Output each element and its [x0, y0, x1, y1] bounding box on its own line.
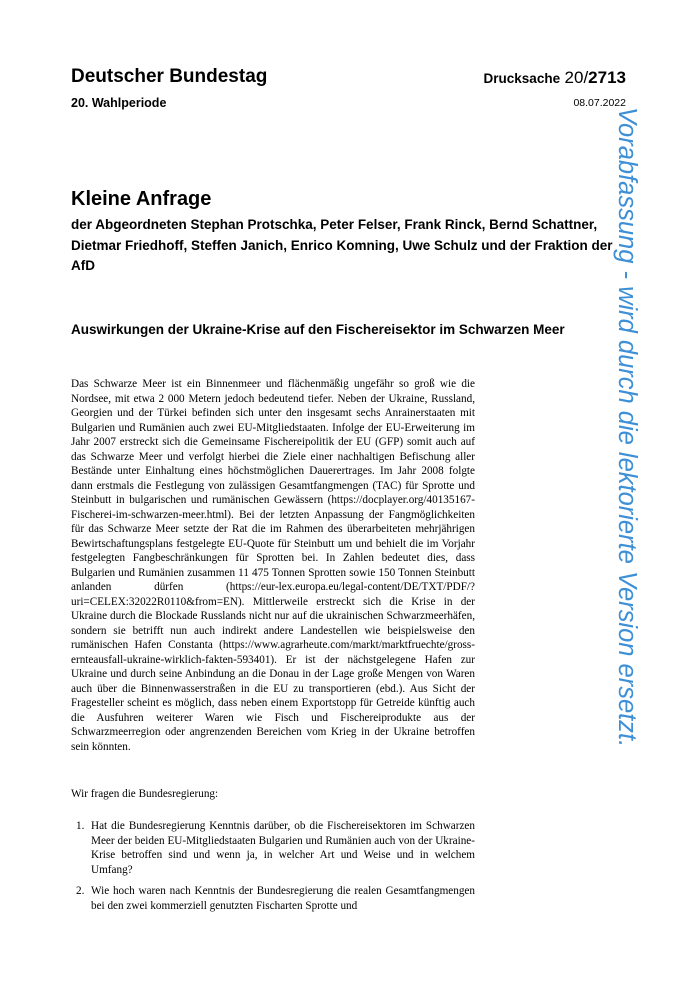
authors: der Abgeordneten Stephan Protschka, Peter Felser, Frank Rinck, Bernd Schattner, Dietmar Friedhoff, Steffen Janich, Enrico Komning, Uwe Schulz und der Fraktion der AfD: [71, 217, 613, 273]
parliament-name: Deutscher Bundestag: [71, 66, 268, 87]
document-label: Drucksache: [483, 71, 561, 86]
document-number: [484, 68, 626, 88]
subject-title: Auswirkungen der Ukraine-Krise auf den Fischereisektor im Schwarzen Meer: [71, 322, 565, 337]
question-text: Wie hoch waren nach Kenntnis der Bundesregierung die realen Gesamtfangmengen bei den zwei kommerziell genutzten Fischarten Sprotte und: [91, 885, 475, 912]
question-number: 2.: [76, 885, 85, 897]
document-number-prefix: 20/: [564, 68, 589, 87]
question-item: [71, 819, 475, 877]
question-text: Hat die Bundesregierung Kenntnis darüber, ob die Fischereisektoren im Schwarzen Meer der beiden EU-Mitgliedstaaten Bulgarien und Rumänien auch von der Ukraine-Krise betroffen sind und wenn ja, in welcher Art und Weise und in welchem Umfang?: [91, 820, 475, 876]
preamble-text: Das Schwarze Meer ist ein Binnenmeer und flächenmäßig ungefähr so groß wie die Nordsee, mit etwa 2 000 Metern jedoch bedeutend tiefer. Neben der Ukraine, Russland, Georgien und der Türkei befinden sich unter den insgesamt sechs Anrainerstaaten mit Bulgarien und Rumänien auch zwei EU-Mitgliedstaaten. Infolge der EU-Erweiterung im Jahr 2007 erstreckt sich die Gemeinsame Fischereipolitik der EU (GFP) somit auch auf das Schwarze Meer und verfolgt hierbei die Ziele einer nachhaltigen Befischung aller Bestände unter Einhaltung eines höchstmöglichen Dauerertrages. Im Jahr 2008 folgte dann erstmals die Festlegung von zulässigen Gesamtfangmengen (TAC) für Sprotte und Steinbutt in bulgarischen und rumänischen Gewässern (https://docplayer.org/40135167-Fischerei-im-schwarzen-meer.html). Bei der letzten Anpassung der Fangmöglichkeiten für das Schwarze Meer setzte der Rat die im Rahmen des überarbeiteten mehrjährigen Bewirtschaftungsplans festgelegte EU-Quote für Steinbutt um und behielt die im Vorjahr festgelegten Fangbeschränkungen für Sprotten bei. In Zahlen bedeutet dies, dass Bulgarien und Rumänien zusammen 11 475 Tonnen Sprotten sowie 150 Tonnen Steinbutt anlanden dürfen (https://eur-lex.europa.eu/legal-content/DE/TXT/PDF/?uri=CELEX:32022R0110&from=EN). Mittlerweile erstreckt sich die Krise in der Ukraine durch die Blockade Russlands nicht nur auf die ukrainischen Schwarzmeerhäfen, sondern sie betrifft nun auch indirekt andere Landestellen wie beispielsweise den rumänischen Hafen Constanta (https://www.agrarheute.com/markt/marktfruechte/gross-ernteausfall-ukraine-wirklich-fakten-593401). Er ist der nächstgelegene Hafen zur Ukraine und durch seine Anbindung an die Donau in der Lage große Mengen von Waren auch über die Binnenwasserstraßen in die EU zu transportieren (ebd.). Aus Sicht der Fragesteller scheint es möglich, dass neben einem Exportstopp für Getreide künftig auch die Ausfuhren weiterer Waren wie Fisch und Fischereiprodukte aus der Schwarzmeerregion oder angrenzenden Bereichen vom Krieg in der Ukraine betroffen sein könnten.: [71, 378, 475, 753]
legislative-period: 20. Wahlperiode: [71, 96, 167, 110]
document-number-value: 2713: [588, 68, 626, 87]
question-list: [71, 819, 475, 920]
question-number: 1.: [76, 820, 85, 832]
draft-watermark: Vorabfassung - wird durch die lektorierte Version ersetzt.: [613, 107, 641, 748]
question-item: [71, 884, 475, 913]
questions-intro: Wir fragen die Bundesregierung:: [71, 788, 219, 800]
document-date: 08.07.2022: [573, 97, 626, 109]
document-type-title: Kleine Anfrage: [71, 188, 212, 210]
